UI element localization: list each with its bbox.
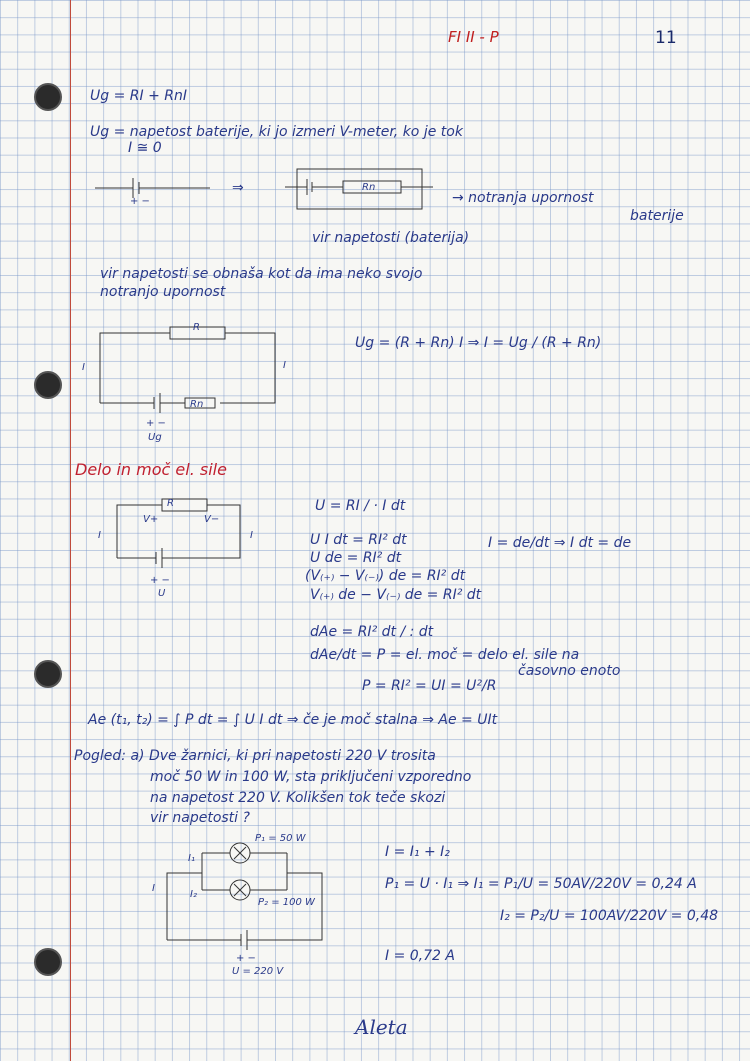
brand-logo: Aleta — [355, 1015, 408, 1039]
equation-line: V₍₊₎ de − V₍₋₎ de = RI² dt — [310, 587, 482, 603]
text-line: baterije — [630, 208, 684, 224]
equation-line: P = RI² = UI = U²/R — [362, 678, 497, 694]
equation-line: (V₍₊₎ − V₍₋₎) de = RI² dt — [305, 568, 466, 584]
example-line: vir napetosti ? — [150, 810, 250, 826]
binder-hole — [34, 660, 62, 688]
current-label: I — [82, 362, 85, 373]
text-line: vir napetosti (baterija) — [312, 230, 470, 246]
binder-hole — [34, 948, 62, 976]
potential-label: V+ — [143, 514, 159, 525]
battery-label: + − — [150, 575, 170, 586]
battery-diagram — [95, 170, 215, 210]
current-label: I₁ — [188, 853, 195, 864]
text-line: → notranja upornost — [452, 190, 594, 206]
voltage-label: U = 220 V — [232, 966, 284, 977]
equation-line: Ae (t₁, t₂) = ∫ P dt = ∫ U I dt ⇒ če je moč stalna ⇒ Ae = UIt — [88, 712, 498, 728]
section-title: Delo in moč el. sile — [75, 460, 227, 479]
page-number: 11 — [655, 28, 677, 48]
potential-label: V− — [204, 514, 220, 525]
battery-label: + − — [146, 418, 166, 429]
resistor-rn-label: Rn — [190, 399, 204, 410]
equation-line: U = RI / · I dt — [315, 498, 406, 514]
text-line: vir napetosti se obnaša kot da ima neko svojo — [100, 266, 423, 282]
example-line: moč 50 W in 100 W, sta priključeni vzporedno — [150, 769, 472, 785]
solution-line: P₁ = U · I₁ ⇒ I₁ = P₁/U = 50AV/220V = 0,24 A — [385, 876, 697, 892]
circuit-diagram — [112, 493, 247, 573]
example-line: na napetost 220 V. Kolikšen tok teče skozi — [150, 790, 446, 806]
current-label: I — [98, 530, 101, 541]
solution-line: I = 0,72 A — [385, 948, 455, 964]
implies-arrow: ⇒ — [232, 180, 244, 196]
bulb-power-label: P₂ = 100 W — [258, 897, 315, 908]
resistor-r-label: R — [167, 498, 174, 509]
text-line: Ug = napetost baterije, ki jo izmeri V-meter, ko je tok — [90, 124, 463, 140]
battery-label: + − — [130, 196, 150, 207]
battery-label: + − — [236, 953, 256, 964]
current-label: I — [250, 530, 253, 541]
binder-hole — [34, 371, 62, 399]
battery-internal-resistance-diagram — [285, 165, 435, 215]
equation-line: dAe/dt = P = el. moč = delo el. sile na — [310, 647, 580, 663]
equation-line: I = de/dt ⇒ I dt = de — [488, 535, 632, 551]
equation-line: U de = RI² dt — [310, 550, 402, 566]
binder-hole — [34, 83, 62, 111]
equation-line: dAe = RI² dt / : dt — [310, 624, 434, 640]
course-header: FI II - P — [448, 28, 499, 46]
resistor-r-label: R — [193, 322, 200, 333]
example-line: Pogled: a) Dve žarnici, ki pri napetosti 220 V trosita — [74, 748, 436, 764]
equation-line: U I dt = RI² dt — [310, 532, 407, 548]
text-line: I ≅ 0 — [128, 140, 162, 156]
formula-ug: Ug = RI + RnI — [90, 88, 187, 104]
current-label: I — [152, 883, 155, 894]
bulb-power-label: P₁ = 50 W — [255, 833, 306, 844]
margin-line — [70, 0, 71, 1061]
solution-line: I₂ = P₂/U = 100AV/220V = 0,48 — [500, 908, 719, 924]
voltage-label: Ug — [148, 432, 162, 443]
resistor-rn-label: Rn — [362, 182, 376, 193]
current-label: I — [283, 360, 286, 371]
equation-line: časovno enoto — [518, 663, 621, 679]
voltage-label: U — [158, 588, 166, 599]
current-label: I₂ — [190, 889, 197, 900]
solution-line: I = I₁ + I₂ — [385, 844, 450, 860]
formula-current: Ug = (R + Rn) I ⇒ I = Ug / (R + Rn) — [355, 335, 602, 351]
text-line: notranjo upornost — [100, 284, 226, 300]
